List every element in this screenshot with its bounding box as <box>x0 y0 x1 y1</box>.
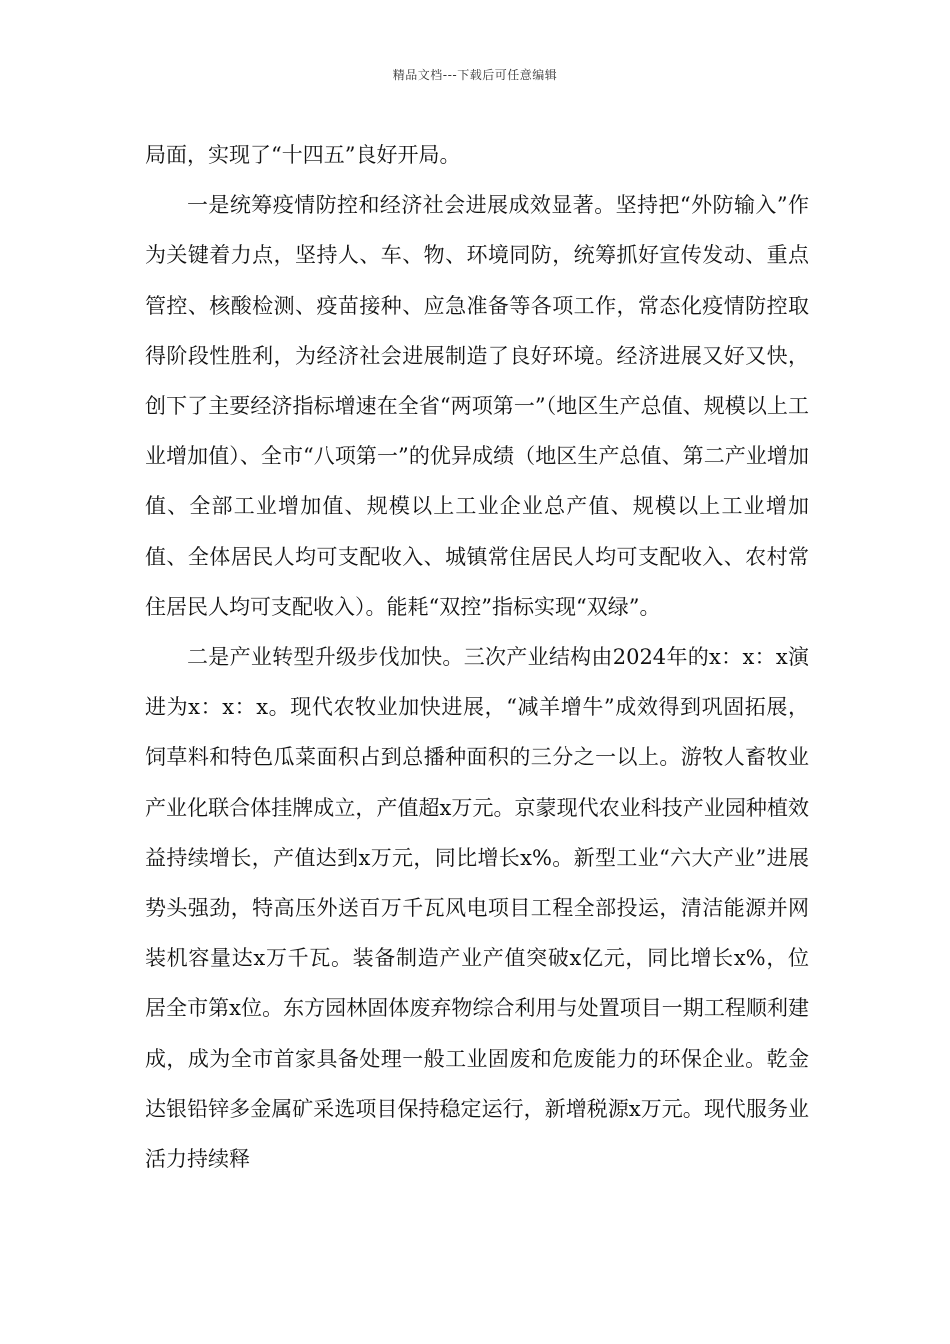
page-header: 精品文档---下载后可任意编辑 <box>392 68 558 82</box>
paragraph-epidemic-economy: 一是统筹疫情防控和经济社会进展成效显著。坚持把“外防输入”作为关键着力点，坚持人、车、物、环境同防，统筹抓好宣传发动、重点管控、核酸检测、疫苗接种、应急准备等各项工作，常态化疫情防控取得阶段性胜利，为经济社会进展制造了良好环境。经济进展又好又快，创下了主要经济指标增速在全省“两项第一”（地区生产总值、规模以上工业增加值）、全市“八项第一”的优异成绩（地区生产总值、第二产业增加值、全部工业增加值、规模以上工业企业总产值、规模以上工业增加值、全体居民人均可支配收入、城镇常住居民人均可支配收入、农村常住居民人均可支配收入）。能耗“双控”指标实现“双绿”。 <box>145 193 809 619</box>
document-body <box>145 130 809 1184</box>
paragraph-industry-upgrade: 二是产业转型升级步伐加快。三次产业结构由2024年的x：x：x演进为x：x：x。现代农牧业加快进展，“减羊增牛”成效得到巩固拓展，饲草料和特色瓜菜面积占到总播种面积的三分之一以上。游牧人畜牧业产业化联合体挂牌成立，产值超x万元。京蒙现代农业科技产业园种植效益持续增长，产值达到x万元，同比增长x%。新型工业“六大产业”进展势头强劲，特高压外送百万千瓦风电项目工程全部投运，清洁能源并网装机容量达x万千瓦。装备制造产业产值突破x亿元，同比增长x%，位居全市第x位。东方园林固体废弃物综合利用与处置项目一期工程顺利建成，成为全市首家具备处理一般工业固废和危废能力的环保企业。乾金达银铅锌多金属矿采选项目保持稳定运行，新增税源x万元。现代服务业活力持续释 <box>145 645 809 1172</box>
paragraph-continuation: 局面，实现了“十四五”良好开局。 <box>145 143 461 167</box>
